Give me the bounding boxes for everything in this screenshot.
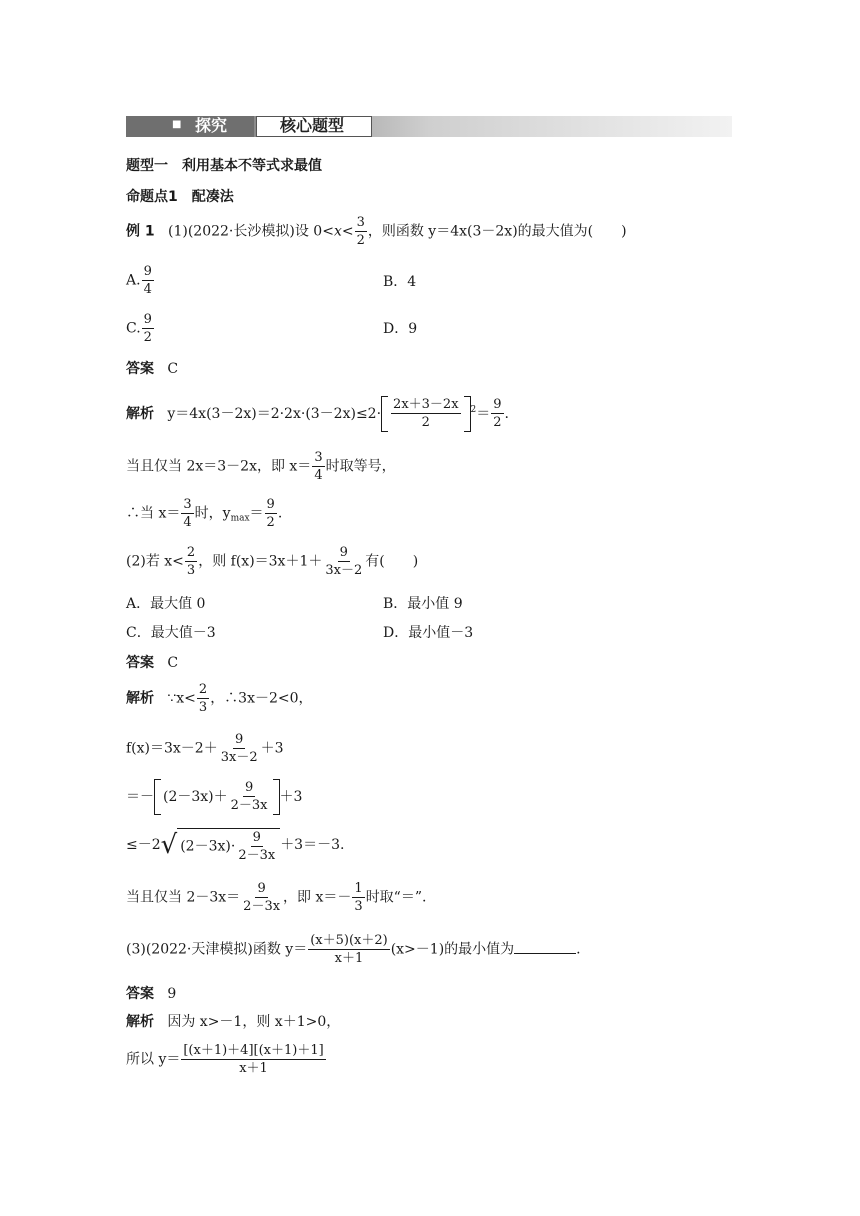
fraction: $\frac{1}{3}$ [354, 881, 363, 914]
q2-prompt: (2)若 x< $\frac{2}{3}$ ，则 f(x)＝3x＋1＋ $\frac{9}{3x-2}$ 有( ) [126, 545, 419, 578]
answer-label: 答案 [126, 655, 154, 671]
q1-answer-value: C [167, 361, 179, 377]
q2-option-d: D．最小值－3 [383, 625, 474, 641]
q3-answer-value: 9 [167, 986, 177, 1002]
q1-option-d: D．9 [383, 321, 418, 337]
answer-blank [514, 941, 576, 954]
q1-answer [126, 362, 178, 376]
fraction: $\frac{2x+3-2x}{2}$ [393, 397, 459, 430]
q2-option-a: A．最大值 0 [126, 596, 206, 612]
fraction: $\frac{9}{2-3x}$ [243, 881, 281, 914]
analysis-label: 解析 [126, 690, 154, 707]
section-title: 题型一 利用基本不等式求最值 [126, 158, 322, 174]
header-tab-core-label: 核心题型 [280, 116, 345, 135]
fraction: $\frac{9}{2-3x}$ [238, 830, 276, 863]
answer-label: 答案 [126, 361, 154, 377]
q2-solution-line3: ＝－ (2－3x)＋ $\frac{9}{2-3x}$ ＋3 [126, 780, 303, 813]
q2-solution-line4: ≤－2 √ (2－3x)· $\frac{9}{2-3x}$ ＋3＝－3. [126, 830, 345, 863]
q1-num: (1) [167, 223, 188, 240]
fraction: $\frac{9}{4}$ [143, 264, 152, 297]
header-tab-explore [126, 116, 254, 137]
q1-prompt: 例 1 (1)(2022·长沙模拟)设 0<x< $\frac{3}{2}$ ，则函数 y＝4x(3－2x)的最大值为( ) [126, 215, 627, 248]
fraction: $\frac{9}{2}$ [143, 312, 152, 345]
fraction: $\frac{9}{3x-2}$ [325, 545, 363, 578]
q1-option-b: B．4 [383, 274, 417, 290]
header-tab-explore-label: 探究 [195, 116, 228, 135]
subsection-title: 命题点1 配凑法 [126, 189, 234, 205]
q1-option-c: C. $\frac{9}{2}$ [126, 312, 152, 345]
fraction: $\frac{2}{3}$ [186, 545, 196, 578]
q3-answer [126, 987, 176, 1001]
q3-prompt: (3)(2022·天津模拟)函数 y＝ $\frac{(x+5)(x+2)}{x+1}$ (x>－1)的最小值为 . [126, 933, 581, 966]
fraction: $\frac{9}{2}$ [493, 397, 502, 430]
q1-option-a: A. $\frac{9}{4}$ [126, 264, 152, 297]
q1-solution-line1: 解析 y＝4x(3－2x)＝2·2x·(3－2x)≤2· $\frac{2x+3-2x}{2}$ $^2$＝ $\frac{9}{2}$ . [126, 397, 509, 430]
q1-source: (2022·长沙模拟) [187, 223, 295, 240]
header-bullet-icon: ■ [172, 119, 182, 130]
fraction: $\frac{(x+5)(x+2)}{x+1}$ [310, 933, 388, 966]
q2-solution-line1: 解析 ∵x< $\frac{2}{3}$ ，∴3x－2<0， [126, 682, 313, 715]
analysis-label: 解析 [126, 406, 154, 422]
q3-solution-line1: 解析 因为 x>－1，则 x＋1>0， [126, 1014, 341, 1030]
q3-solution-line2: 所以 y＝ $\frac{[(x+1)+4][(x+1)+1]}{x+1}$ [126, 1043, 324, 1076]
q2-option-c: C．最大值－3 [126, 625, 216, 641]
fraction: $\frac{3}{4}$ [314, 450, 323, 483]
q1-solution-line2: 当且仅当 2x＝3－2x，即 x＝ $\frac{3}{4}$ 时取等号， [126, 450, 396, 483]
fraction: $\frac{[(x+1)+4][(x+1)+1]}{x+1}$ [183, 1043, 324, 1076]
fraction: $\frac{2}{3}$ [198, 682, 208, 715]
fraction: $\frac{9}{2}$ [266, 497, 275, 530]
analysis-label: 解析 [126, 1014, 154, 1030]
q2-solution-line5: 当且仅当 2－3x＝ $\frac{9}{2-3x}$ ，即 x＝－ $\frac{1}{3}$ 时取“＝”. [126, 881, 427, 914]
q2-solution-line2: f(x)＝3x－2＋ $\frac{9}{3x-2}$ ＋3 [126, 732, 284, 765]
fraction: $\frac{9}{3x-2}$ [220, 732, 258, 765]
q1-solution-line3: ∴当 x＝ $\frac{3}{4}$ 时，$y_{max}=$ $\frac{9}{2}$ . [126, 497, 283, 530]
q2-option-b: B．最小值 9 [383, 596, 463, 612]
q2-answer-value: C [167, 655, 179, 671]
example-label: 例 1 [126, 223, 155, 240]
sqrt-symbol: √ (2－3x)· $\frac{9}{2-3x}$ [161, 828, 281, 862]
fraction: $\frac{3}{2}$ [356, 215, 365, 248]
answer-label: 答案 [126, 986, 154, 1002]
q2-answer [126, 656, 178, 670]
fraction: $\frac{9}{2-3x}$ [230, 780, 268, 813]
fraction: $\frac{3}{4}$ [183, 497, 192, 530]
